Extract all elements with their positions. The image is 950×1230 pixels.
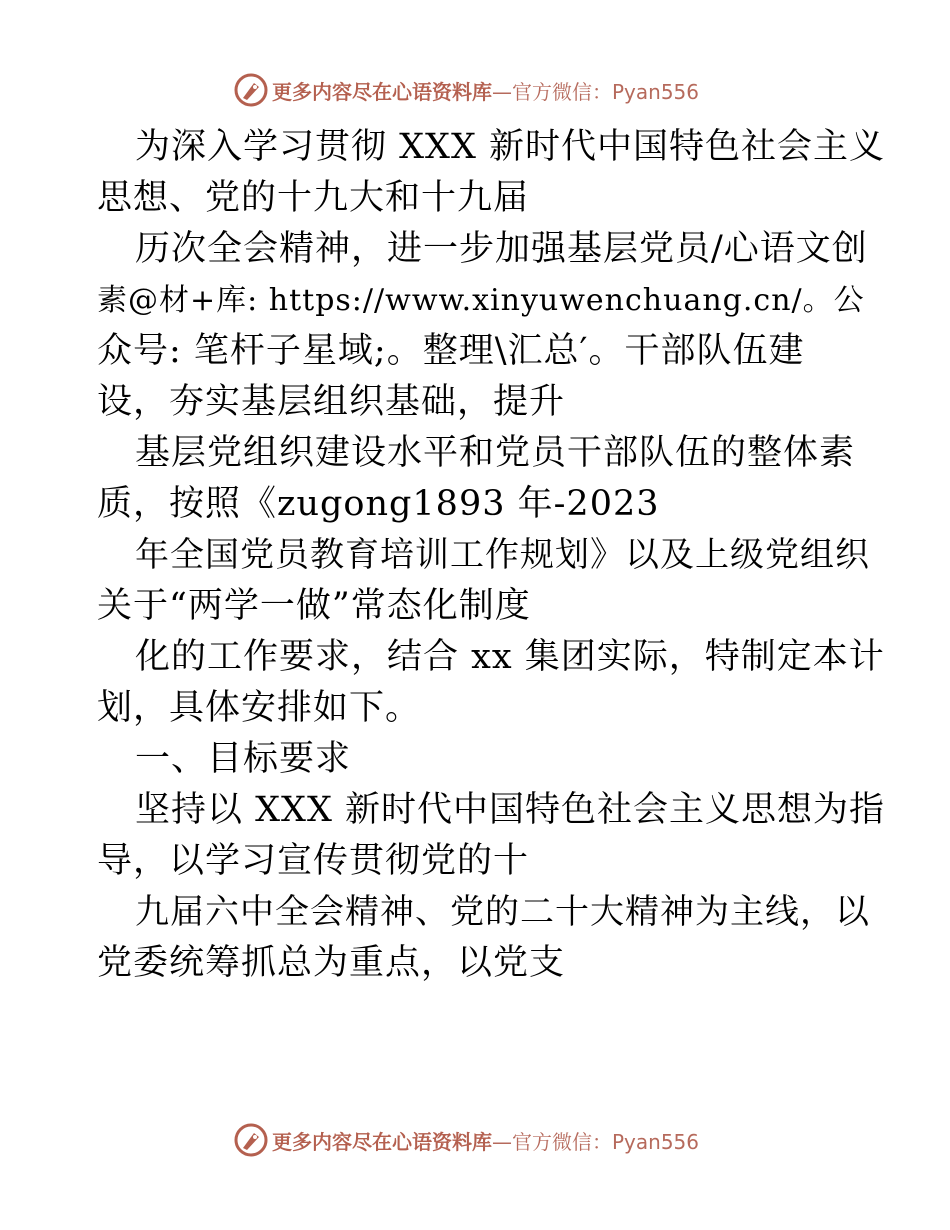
body-line: 设，夯实基层组织基础，提升 (97, 382, 566, 422)
watermark-text (272, 76, 699, 105)
document-body (97, 122, 887, 989)
watermark-brand: 更多内容尽在心语资料库 (272, 79, 492, 104)
body-line: 化的工作要求，结合 xx 集团实际，特制定本计 (135, 637, 885, 677)
body-line: 九届六中全会精神、党的二十大精神为主线，以 (135, 892, 870, 932)
watermark-label: 官方微信： (512, 79, 612, 104)
body-line: 基层党组织建设水平和党员干部队伍的整体素 (135, 433, 856, 473)
body-line: 党委统筹抓总为重点，以党支 (97, 943, 566, 983)
watermark-brand: 更多内容尽在心语资料库 (272, 1129, 492, 1154)
pen-nib-icon (234, 1123, 268, 1157)
body-line: 关于“两学一做”常态化制度 (97, 586, 531, 626)
watermark-dash: — (492, 1129, 512, 1154)
body-line: 思想、党的十九大和十九届 (97, 178, 530, 218)
pen-nib-icon (234, 73, 268, 107)
watermark-label: 官方微信： (512, 1129, 612, 1154)
watermark-wechat-id: Pyan556 (612, 79, 700, 104)
body-line: 历次全会精神，进一步加强基层党员/心语文创 (135, 229, 868, 269)
body-line: 一、目标要求 (135, 739, 352, 779)
header-watermark (234, 70, 699, 110)
body-line: 导，以学习宣传贯彻党的十 (97, 841, 530, 881)
footer-watermark (234, 1120, 699, 1160)
body-line: 质，按照《zugong1893 年-2023 (97, 484, 660, 524)
body-line: 年全国党员教育培训工作规划》以及上级党组织 (135, 535, 870, 575)
body-line: 众号: 笔杆子星域;。整理\汇总′。干部队伍建 (97, 331, 805, 371)
watermark-dash: — (492, 79, 512, 104)
watermark-text (272, 1126, 699, 1155)
body-line: 素@材+库: https://www.xinyuwenchuang.cn/。公 (97, 283, 865, 318)
watermark-wechat-id: Pyan556 (612, 1129, 700, 1154)
body-line: 坚持以 XXX 新时代中国特色社会主义思想为指 (135, 790, 886, 830)
body-line: 划，具体安排如下。 (97, 688, 422, 728)
body-line: 为深入学习贯彻 XXX 新时代中国特色社会主义 (135, 127, 886, 167)
